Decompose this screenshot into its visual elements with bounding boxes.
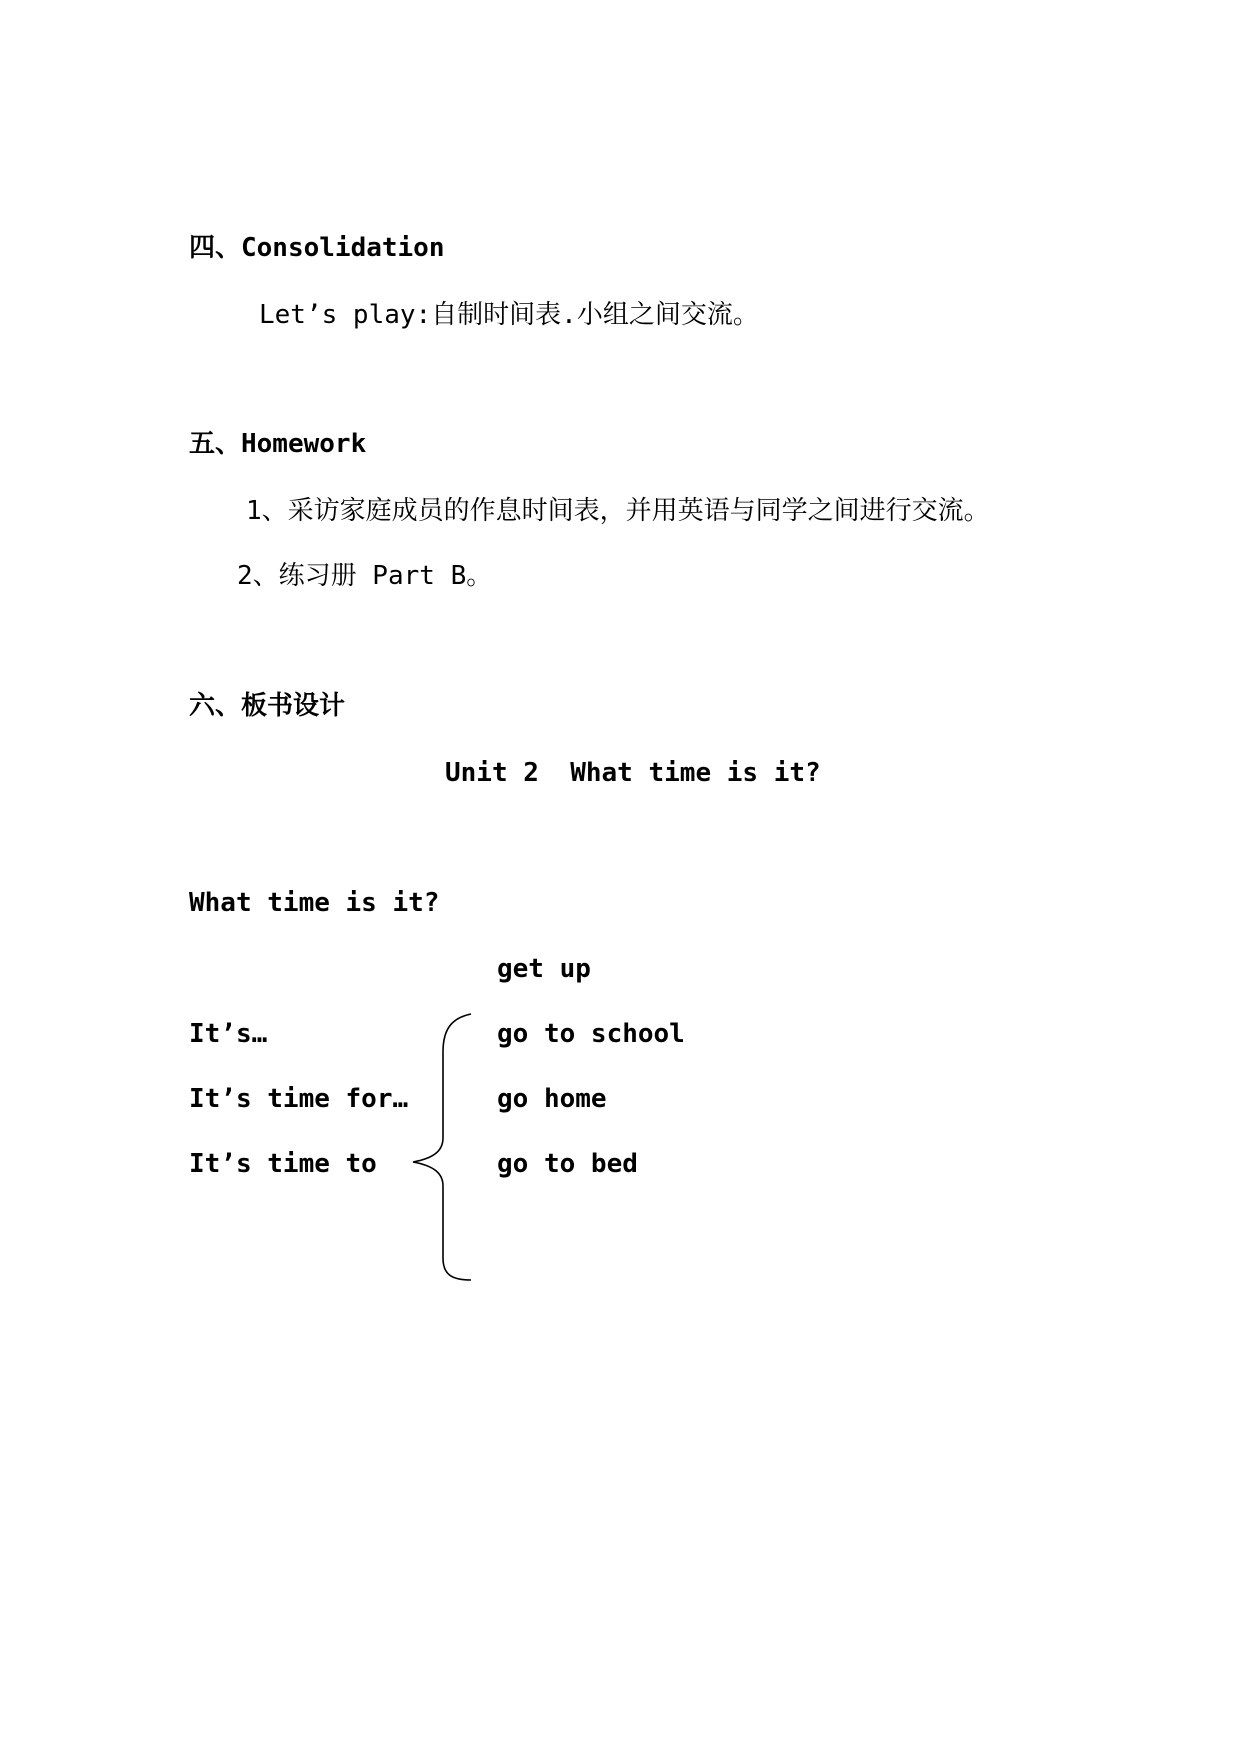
board-phrase-go-home: go home — [497, 1084, 607, 1114]
homework-item-1: 1、采访家庭成员的作息时间表，并用英语与同学之间进行交流。 — [246, 496, 990, 526]
board-question: What time is it? — [189, 888, 440, 918]
board-design-title: Unit 2 What time is it? — [445, 758, 821, 788]
board-pattern-time-for: It’s time for… — [189, 1084, 409, 1114]
board-phrase-get-up: get up — [497, 954, 591, 984]
board-phrase-go-to-school: go to school — [497, 1019, 685, 1049]
consolidation-body: Let’s play:自制时间表.小组之间交流。 — [259, 300, 759, 330]
board-pattern-its: It’s… — [189, 1019, 268, 1049]
homework-item-2: 2、练习册 Part B。 — [237, 561, 493, 591]
board-phrase-go-to-bed: go to bed — [497, 1149, 638, 1179]
homework-heading: 五、Homework — [189, 429, 367, 459]
board-design-heading: 六、板书设计 — [189, 691, 346, 721]
curly-brace — [405, 1012, 475, 1282]
consolidation-heading: 四、Consolidation — [189, 233, 445, 263]
board-pattern-time-to: It’s time to — [189, 1149, 377, 1179]
